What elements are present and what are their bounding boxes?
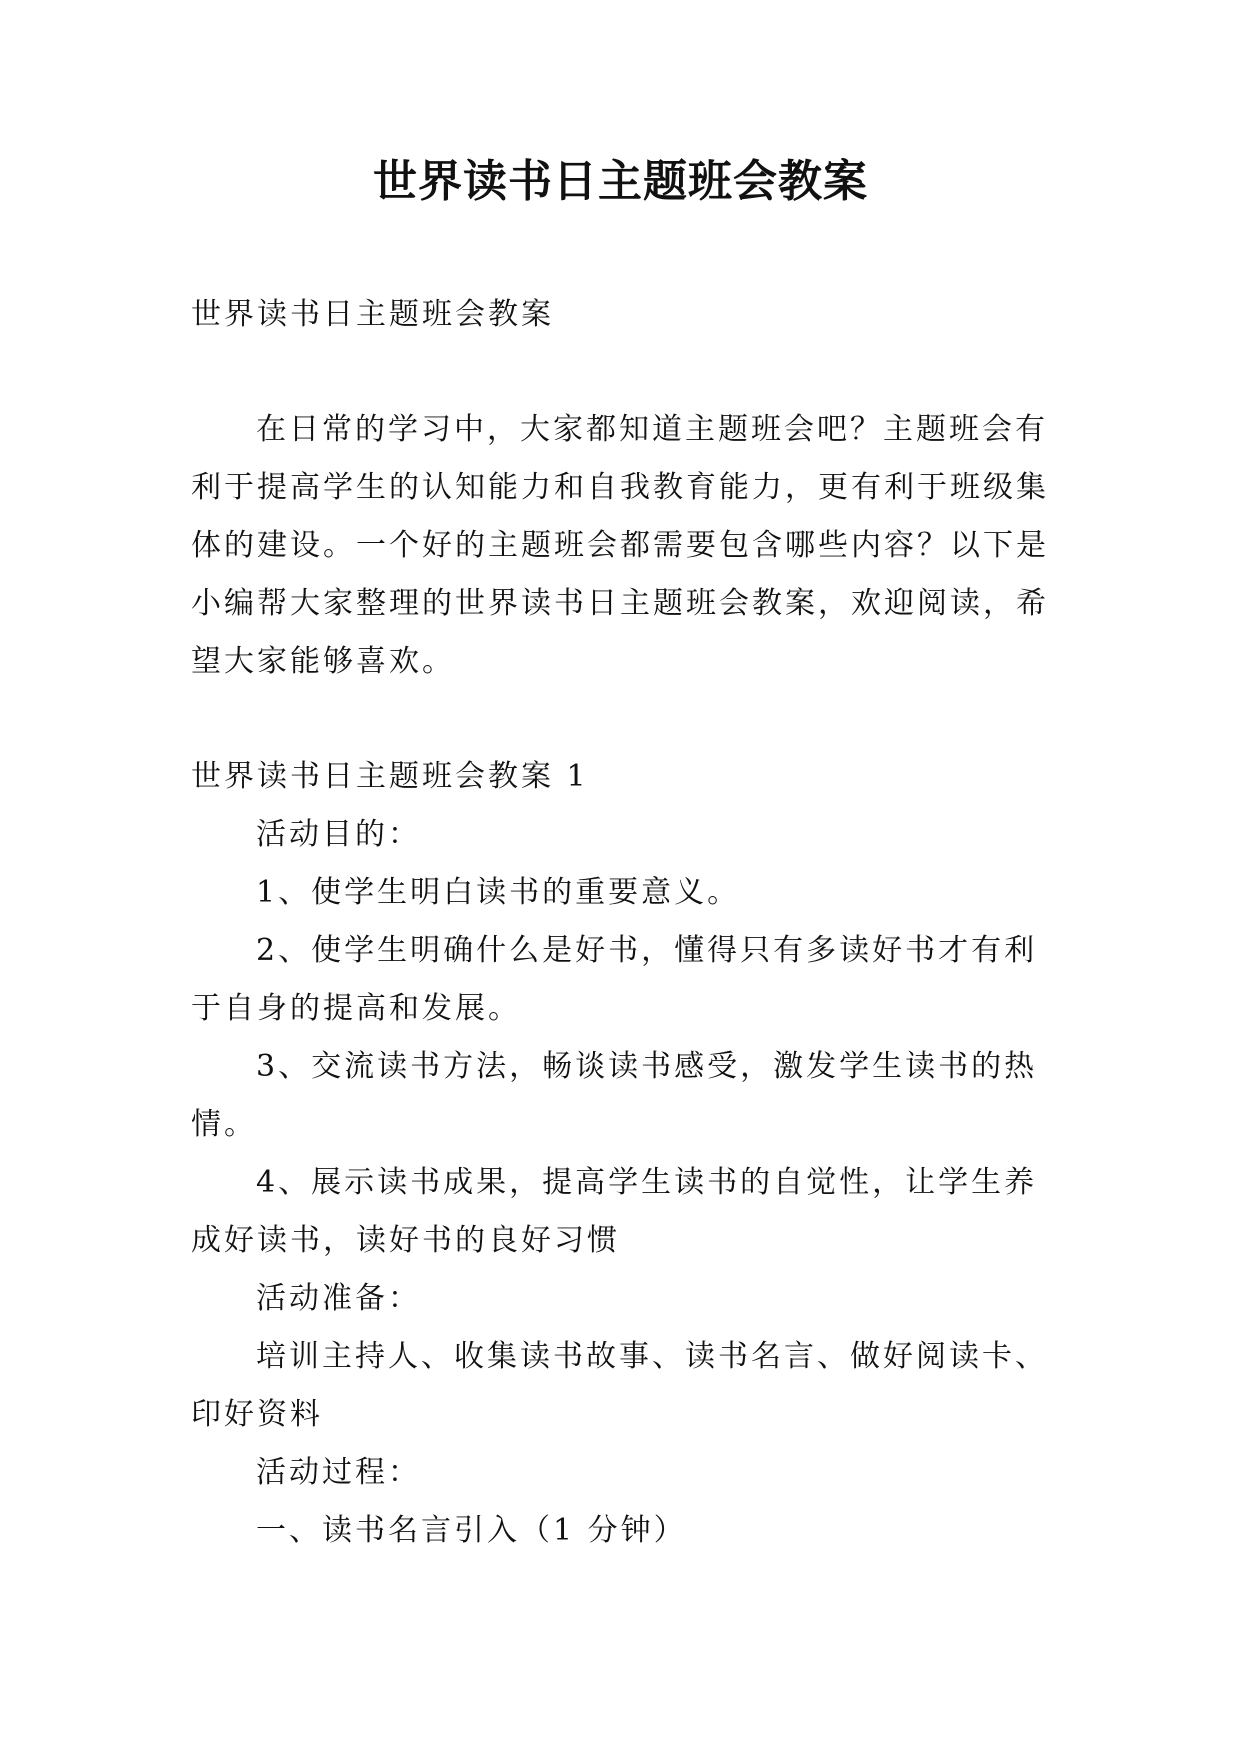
body-line-3: 2、使学生明确什么是好书，懂得只有多读好书才有利 xyxy=(256,933,1038,968)
intro-line-3: 体的建设。一个好的主题班会都需要包含哪些内容？以下是 xyxy=(191,528,1049,563)
body-line-5: 3、交流读书方法，畅谈读书感受，激发学生读书的热 xyxy=(256,1049,1038,1084)
body-line-1: 活动目的： xyxy=(256,817,421,852)
document-title: 世界读书日主题班会教案 xyxy=(373,156,868,207)
body-line-2: 1、使学生明白读书的重要意义。 xyxy=(256,875,741,910)
section-heading: 世界读书日主题班会教案 1 xyxy=(191,759,589,794)
document-subtitle: 世界读书日主题班会教案 xyxy=(191,297,554,332)
body-line-12: 活动过程： xyxy=(256,1455,421,1490)
body-line-11: 印好资料 xyxy=(191,1397,323,1432)
intro-line-4: 小编帮大家整理的世界读书日主题班会教案，欢迎阅读，希 xyxy=(191,586,1049,621)
body-line-7: 4、展示读书成果，提高学生读书的自觉性，让学生养 xyxy=(256,1165,1038,1200)
intro-line-1: 在日常的学习中，大家都知道主题班会吧？主题班会有 xyxy=(256,412,1048,447)
body-line-8: 成好读书，读好书的良好习惯 xyxy=(191,1223,620,1258)
body-line-10: 培训主持人、收集读书故事、读书名言、做好阅读卡、 xyxy=(256,1339,1048,1374)
intro-line-5: 望大家能够喜欢。 xyxy=(191,644,455,679)
body-line-13: 一、读书名言引入（1 分钟） xyxy=(256,1513,687,1548)
body-line-6: 情。 xyxy=(191,1107,257,1142)
body-line-9: 活动准备： xyxy=(256,1281,421,1316)
intro-line-2: 利于提高学生的认知能力和自我教育能力，更有利于班级集 xyxy=(191,470,1049,505)
body-line-4: 于自身的提高和发展。 xyxy=(191,991,521,1026)
